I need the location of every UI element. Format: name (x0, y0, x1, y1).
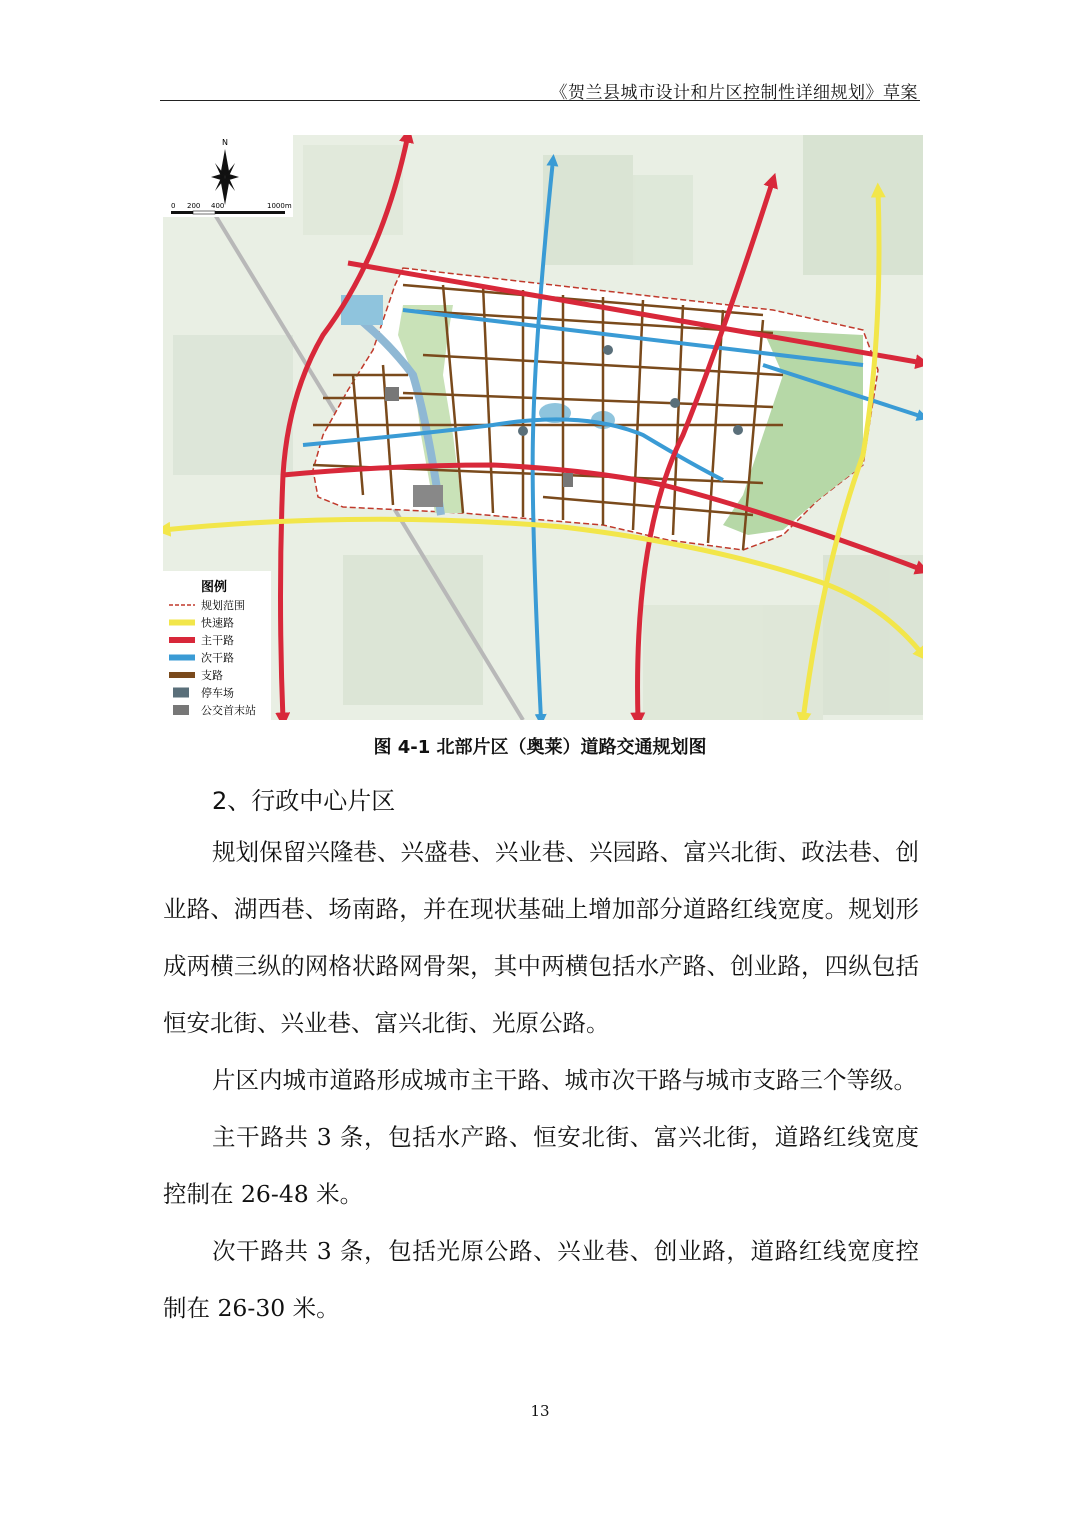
legend-label: 停车场 (201, 686, 234, 700)
legend-swatch (173, 688, 189, 698)
legend-swatch (169, 637, 195, 643)
scale-tick-1000m: 1000m (267, 202, 292, 210)
legend-label: 主干路 (201, 634, 234, 647)
map-svg (163, 135, 923, 720)
legend-swatch (173, 705, 189, 715)
paragraph: 次干路共 3 条，包括光原公路、兴业巷、创业路，道路红线宽度控制在 26-30 米。 (163, 1237, 919, 1322)
legend-label: 规划范围 (201, 599, 245, 612)
figure-caption: 图 4-1 北部片区（奥莱）道路交通规划图 (373, 737, 707, 758)
paragraph: 主干路共 3 条，包括水产路、恒安北街、富兴北街，道路红线宽度控制在 26-48 米。 (163, 1123, 919, 1208)
scale-bar (171, 211, 285, 214)
scale-tick-0: 0 (171, 202, 176, 210)
scale-tick-400: 400 (211, 202, 225, 210)
legend-label: 公交首末站 (201, 704, 256, 717)
legend-title: 图例 (201, 580, 228, 595)
legend-swatch (169, 672, 195, 678)
section-heading: 2、行政中心片区 (212, 787, 396, 815)
paragraph: 规划保留兴隆巷、兴盛巷、兴业巷、兴园路、富兴北街、政法巷、创业路、湖西巷、场南路，并在现状基础上增加部分道路红线宽度。规划形成两横三纵的网格状路网骨架，其中两横包括水产路、创业路，四纵包括恒安北街、兴业巷、富兴北街、光原公路。 (163, 838, 919, 1037)
legend-label: 支路 (201, 669, 223, 682)
page-number: 13 (530, 1402, 550, 1420)
legend-swatch (169, 655, 195, 661)
legend-label: 快速路 (201, 616, 234, 630)
compass-north-label: N (222, 138, 228, 147)
legend-label: 次干路 (201, 651, 234, 665)
header-rule (160, 100, 920, 101)
legend-swatch (169, 620, 195, 626)
scale-tick-200: 200 (187, 202, 201, 210)
paragraph: 片区内城市道路形成城市主干路、城市次干路与城市支路三个等级。 (212, 1066, 917, 1094)
road-plan-map (163, 135, 923, 720)
document-title: 《贺兰县城市设计和片区控制性详细规划》草案 (550, 83, 918, 103)
body-text (163, 824, 919, 1337)
